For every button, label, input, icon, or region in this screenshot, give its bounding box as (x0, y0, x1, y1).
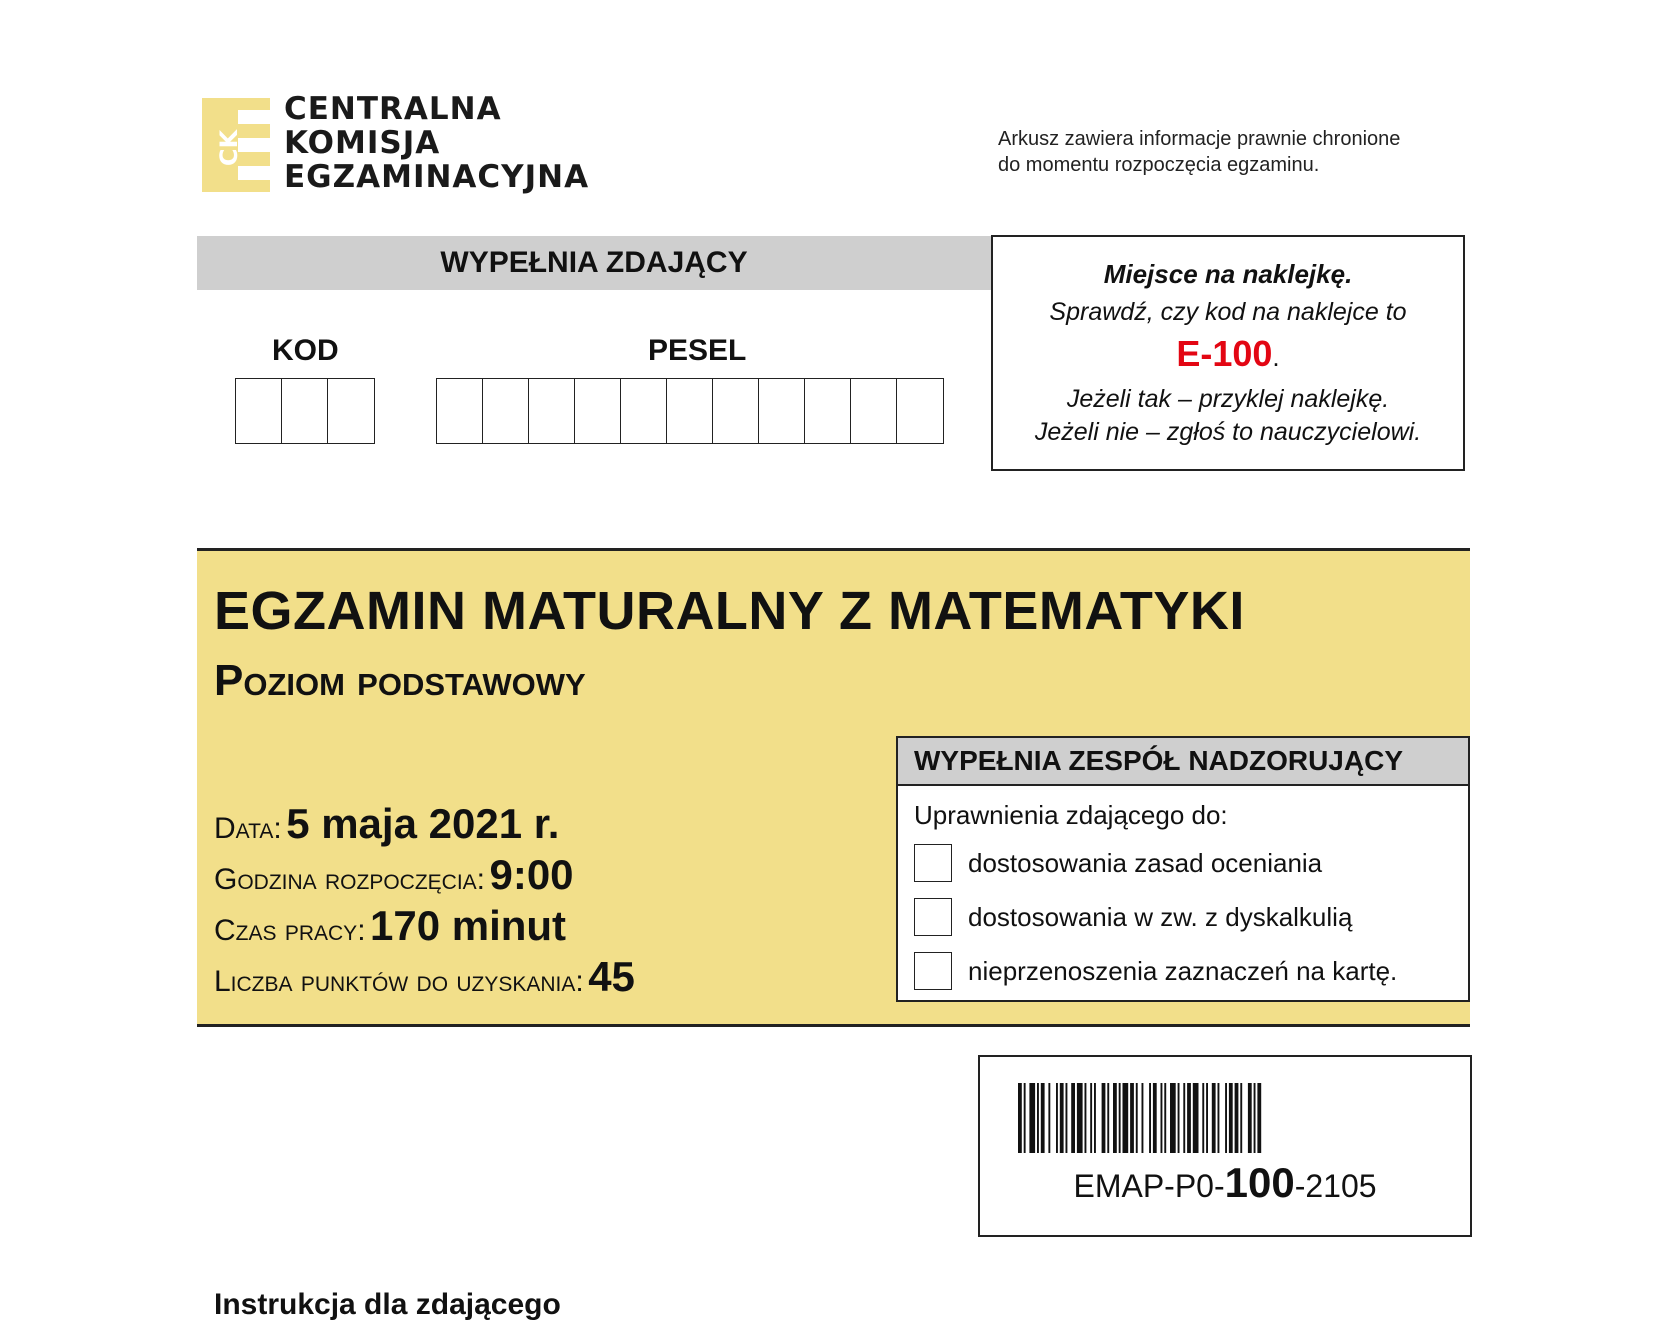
sticker-yes-text: Jeżeli tak – przyklej naklejkę. (1066, 385, 1390, 413)
sticker-code-suffix: . (1272, 342, 1280, 372)
cke-logo-icon (202, 98, 270, 192)
exam-date-value: 5 maja 2021 r. (286, 800, 560, 847)
supervisor-panel (896, 736, 1470, 1002)
exam-points-value: 45 (588, 953, 635, 1000)
exam-duration-row (214, 902, 566, 950)
sticker-area (991, 235, 1465, 471)
sticker-no-text: Jeżeli nie – zgłoś to nauczycielowi. (1034, 418, 1422, 446)
barcode-number: 100 (1224, 1159, 1295, 1206)
kod-input-boxes[interactable] (235, 378, 375, 444)
supervisor-header: WYPEŁNIA ZESPÓŁ NADZORUJĄCY (898, 738, 1468, 786)
exam-points-row (214, 953, 635, 1001)
pesel-digit-box[interactable] (529, 379, 575, 443)
barcode-icon (1018, 1083, 1432, 1153)
option-label: nieprzenoszenia zaznaczeń na kartę. (968, 955, 1398, 986)
exam-time-row (214, 851, 574, 899)
option-checkbox[interactable] (914, 844, 952, 882)
pesel-digit-box[interactable] (759, 379, 805, 443)
pesel-label: PESEL (648, 334, 747, 367)
option-checkbox[interactable] (914, 898, 952, 936)
supervisor-option[interactable] (914, 895, 1468, 939)
pesel-digit-box[interactable] (713, 379, 759, 443)
pesel-digit-box[interactable] (667, 379, 713, 443)
barcode-suffix: -2105 (1294, 1168, 1377, 1204)
kod-digit-box[interactable] (328, 379, 374, 443)
pesel-digit-box[interactable] (575, 379, 621, 443)
exam-title: EGZAMIN MATURALNY Z MATEMATYKI (214, 581, 1245, 641)
option-label: dostosowania zasad oceniania (968, 847, 1323, 878)
option-label: dostosowania w zw. z dyskalkulią (968, 901, 1353, 932)
candidate-section-header: WYPEŁNIA ZDAJĄCY (197, 236, 991, 290)
pesel-digit-box[interactable] (805, 379, 851, 443)
logo-line-1: CENTRALNA (284, 91, 502, 127)
instruction-heading: Instrukcja dla zdającego (214, 1288, 561, 1321)
pesel-digit-box[interactable] (851, 379, 897, 443)
supervisor-option[interactable] (914, 841, 1468, 885)
sticker-check-text: Sprawdź, czy kod na naklejce to (1049, 298, 1407, 326)
legal-notice-line-2: do momentu rozpoczęcia egzaminu. (998, 154, 1320, 176)
exam-duration-label: Czas pracy: (214, 914, 366, 947)
kod-label: KOD (272, 334, 339, 367)
exam-level: Poziom podstawowy (214, 656, 586, 705)
kod-digit-box[interactable] (282, 379, 328, 443)
logo-line-2: KOMISJA (284, 125, 441, 161)
barcode-prefix: EMAP-P0- (1073, 1168, 1225, 1204)
exam-date-row (214, 800, 559, 848)
logo-line-3: EGZAMINACYJNA (284, 159, 590, 195)
legal-notice (998, 126, 1400, 178)
sticker-code-line (993, 333, 1463, 375)
exam-points-label: Liczba punktów do uzyskania: (214, 965, 584, 998)
supervisor-intro: Uprawnienia zdającego do: (914, 800, 1228, 830)
legal-notice-line-1: Arkusz zawiera informacje prawnie chronione (998, 128, 1401, 150)
pesel-digit-box[interactable] (897, 379, 943, 443)
pesel-digit-box[interactable] (437, 379, 483, 443)
pesel-input-boxes[interactable] (436, 378, 944, 444)
option-checkbox[interactable] (914, 952, 952, 990)
sticker-title: Miejsce na naklejkę. (1103, 259, 1353, 289)
svg-text:CK: CK (215, 129, 243, 167)
pesel-digit-box[interactable] (483, 379, 529, 443)
exam-time-label: Godzina rozpoczęcia: (214, 863, 486, 896)
logo-text (284, 92, 589, 194)
exam-time-value: 9:00 (489, 851, 574, 898)
exam-date-label: Data: (214, 812, 282, 845)
barcode-box (978, 1055, 1472, 1237)
supervisor-option[interactable] (914, 949, 1468, 993)
kod-digit-box[interactable] (236, 379, 282, 443)
pesel-digit-box[interactable] (621, 379, 667, 443)
sticker-code: E-100 (1176, 333, 1273, 374)
barcode-code (980, 1159, 1470, 1207)
exam-duration-value: 170 minut (369, 902, 567, 949)
